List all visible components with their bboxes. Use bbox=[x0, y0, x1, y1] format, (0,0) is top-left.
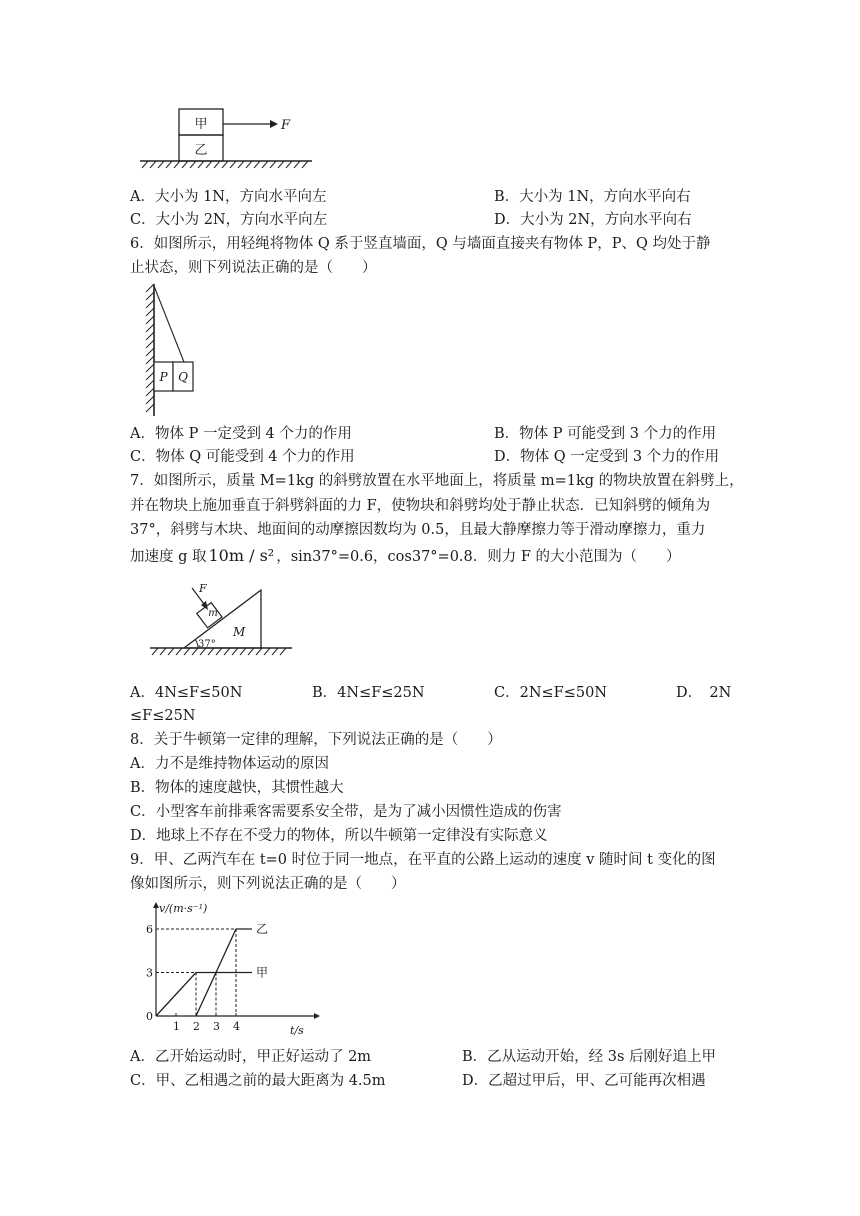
q6-stem-line1: 6．如图所示，用轻绳将物体 Q 系于竖直墙面，Q 与墙面直接夹有物体 P，P、Q 均处于静 bbox=[130, 236, 711, 252]
origin-label: 0 bbox=[146, 1010, 153, 1023]
q9-option-d[interactable]: D．乙超过甲后，甲、乙可能再次相遇 bbox=[462, 1073, 706, 1089]
wedge bbox=[184, 590, 261, 648]
x-axis-label: t/s bbox=[290, 1024, 304, 1037]
force-label: F bbox=[281, 118, 291, 133]
q9-vt-chart bbox=[140, 898, 320, 1038]
q5-option-c[interactable]: C．大小为 2N，方向水平向左 bbox=[130, 212, 328, 228]
q7-stem-line4-c: ，sin37°=0.6，cos37°=0.8．则力 F 的大小范围为（ ） bbox=[276, 549, 681, 565]
q8-option-b[interactable]: B．物体的速度越快，其惯性越大 bbox=[130, 780, 344, 796]
x-tick-label-2: 2 bbox=[193, 1020, 200, 1033]
wedge-label: M bbox=[233, 625, 246, 639]
q7-stem-line1: 7．如图所示，质量 M=1kg 的斜劈放置在水平地面上，将质量 m=1kg 的物块放置在斜劈上， bbox=[130, 473, 744, 489]
q8-option-c[interactable]: C．小型客车前排乘客需要系安全带，是为了减小因惯性造成的伤害 bbox=[130, 804, 562, 820]
q6-stem-line2: 止状态，则下列说法正确的是（ ） bbox=[130, 260, 377, 276]
q7-gravity-value: 10m / s² bbox=[208, 546, 275, 565]
q9-stem-line2: 像如图所示，则下列说法正确的是（ ） bbox=[130, 876, 406, 892]
q5-option-d[interactable]: D．大小为 2N，方向水平向右 bbox=[494, 212, 692, 228]
q5-option-a[interactable]: A．大小为 1N，方向水平向左 bbox=[130, 189, 327, 205]
rope bbox=[154, 286, 184, 362]
angle-label: 37° bbox=[198, 639, 216, 650]
x-axis-arrow bbox=[314, 1013, 320, 1019]
q7-stem-line4 bbox=[130, 546, 681, 567]
small-block-label: m bbox=[208, 608, 218, 619]
series-label-jia: 甲 bbox=[256, 965, 269, 980]
q7-option-d-part2[interactable]: ≤F≤25N bbox=[130, 708, 196, 724]
q7-stem-line2: 并在物块上施加垂直于斜劈斜面的力 F，使物块和斜劈均处于静止状态．已知斜劈的倾角为 bbox=[130, 498, 711, 514]
q7-stem-line4-a: 加速度 g 取 bbox=[130, 549, 207, 565]
force-arrow-head bbox=[270, 120, 278, 128]
q6-option-a[interactable]: A．物体 P 一定受到 4 个力的作用 bbox=[130, 426, 352, 442]
block-q-label: Q bbox=[178, 370, 188, 384]
y-tick-label-6: 6 bbox=[146, 923, 153, 936]
q7-option-d-part1[interactable]: D． 2N bbox=[676, 685, 732, 701]
series-label-yi: 乙 bbox=[256, 922, 269, 936]
q6-figure bbox=[142, 280, 202, 420]
q8-option-a[interactable]: A．力不是维持物体运动的原因 bbox=[130, 756, 329, 772]
y-axis-label: v/(m·s⁻¹) bbox=[159, 902, 208, 915]
q7-option-b[interactable]: B．4N≤F≤25N bbox=[312, 685, 425, 701]
q9-option-b[interactable]: B．乙从运动开始，经 3s 后刚好追上甲 bbox=[462, 1049, 717, 1065]
x-tick-label-3: 3 bbox=[213, 1020, 220, 1033]
ground-hatch bbox=[142, 161, 308, 168]
q7-option-a[interactable]: A．4N≤F≤50N bbox=[130, 685, 243, 701]
x-tick-label-1: 1 bbox=[173, 1020, 180, 1033]
force-label: F bbox=[199, 582, 207, 595]
q7-stem-line3: 37°，斜劈与木块、地面间的动摩擦因数均为 0.5，且最大静摩擦力等于滑动摩擦力，重力 bbox=[130, 522, 706, 538]
block-p-label: P bbox=[159, 370, 168, 384]
ground-hatch bbox=[152, 648, 286, 655]
q6-option-d[interactable]: D．物体 Q 一定受到 3 个力的作用 bbox=[494, 449, 720, 465]
q8-option-d[interactable]: D．地球上不存在不受力的物体，所以牛顿第一定律没有实际意义 bbox=[130, 828, 548, 844]
series-line-jia bbox=[156, 973, 252, 1017]
q6-option-c[interactable]: C．物体 Q 可能受到 4 个力的作用 bbox=[130, 449, 355, 465]
block-jia-label: 甲 bbox=[194, 117, 208, 132]
q7-figure bbox=[146, 580, 296, 664]
q5-figure bbox=[136, 104, 316, 172]
q5-option-b[interactable]: B．大小为 1N，方向水平向右 bbox=[494, 189, 691, 205]
q7-option-c[interactable]: C．2N≤F≤50N bbox=[494, 685, 608, 701]
y-tick-label-3: 3 bbox=[146, 966, 153, 980]
block-yi-label: 乙 bbox=[194, 143, 208, 158]
q9-stem-line1: 9．甲、乙两汽车在 t=0 时位于同一地点，在平直的公路上运动的速度 v 随时间 t 变化的图 bbox=[130, 852, 716, 868]
x-tick-label-4: 4 bbox=[233, 1020, 240, 1033]
q9-option-a[interactable]: A．乙开始运动时，甲正好运动了 2m bbox=[130, 1049, 372, 1065]
wall-hatch bbox=[146, 284, 154, 412]
q8-stem: 8．关于牛顿第一定律的理解，下列说法正确的是（ ） bbox=[130, 732, 502, 748]
q9-option-c[interactable]: C．甲、乙相遇之前的最大距离为 4.5m bbox=[130, 1073, 386, 1089]
q6-option-b[interactable]: B．物体 P 可能受到 3 个力的作用 bbox=[494, 426, 717, 442]
